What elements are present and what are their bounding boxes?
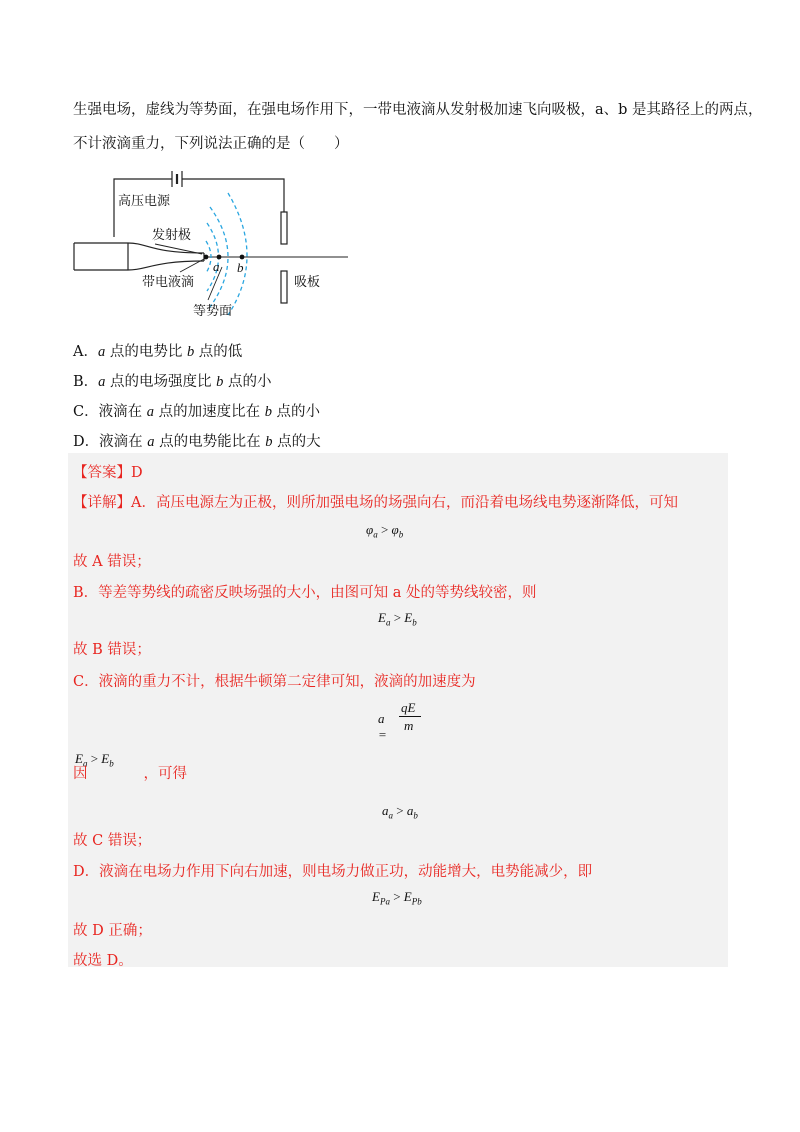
equipotential-lines	[206, 193, 247, 315]
option-d: D．液滴在 a 点的电势能比在 b 点的大	[73, 434, 321, 450]
equipotential-label: 等势面	[193, 304, 233, 319]
option-b: B．a 点的电场强度比 b 点的小	[73, 374, 272, 390]
inline-equation-field: $E_a > E_b$	[75, 751, 114, 769]
detail-line-d: D．液滴在电场力作用下向右加速，则电场力做正功，动能增大，电势能减少，即	[73, 864, 593, 880]
emitter-label: 发射极	[152, 228, 192, 243]
detail-line-c: C．液滴的重力不计，根据牛顿第二定律可知，液滴的加速度为	[73, 674, 476, 690]
absorber-label: 吸板	[294, 275, 321, 290]
physics-diagram	[70, 165, 350, 320]
absorber-plate-lower	[281, 271, 287, 303]
point-b-dot	[240, 255, 245, 260]
result-a: 故 A 错误；	[73, 554, 151, 570]
absorber-plate-upper	[281, 212, 287, 244]
droplet-label: 带电液滴	[142, 275, 195, 290]
equation-phi: $\varphi_a > \varphi_b$	[366, 522, 404, 540]
result-b: 故 B 错误；	[73, 642, 151, 658]
detail-line-a: 【详解】A．高压电源左为正极，则所加强电场的场强向右，而沿着电场线电势逐渐降低，可知	[73, 495, 678, 511]
point-b-label: b	[237, 260, 244, 275]
power-supply-label: 高压电源	[118, 194, 171, 209]
option-c: C．液滴在 a 点的加速度比在 b 点的小	[73, 404, 321, 420]
final-choice: 故选 D。	[73, 953, 133, 969]
answer-label: 【答案】D	[73, 465, 143, 481]
result-d: 故 D 正确；	[73, 923, 152, 939]
document-page: 生强电场，虚线为等势面，在强电场作用下，一带电液滴从发射极加速飞向吸极，a、b 是其路径上的两点， 不计液滴重力，下列说法正确的是（ ） 高压电源 发射极 带电液滴 等势面 吸板 a b A．a 点的电势比 b 点的低 B．a 点的电场强度比 b 点的小 C．液滴在 a 点的加速度比在 b 点的小 D．液滴在 a 点的电势能比在 b 点的大 【答案】D 【详解】A．高压电源左为正极，则所加强电场的场强向右，而沿着电场线电势逐渐降低，可知 $\varphi_a > \varphi_b$ 故 A 错误； B．等差等势线的疏密反映场强的大小，由图可知 a 处的等势线较密，则 $E_a > E_b$ 故 B 错误； C．液滴的重力不计，根据牛顿第二定律可知，液滴的加速度为 a = qE m $E_a > E_b$ 因 ，可得 $a_a > a_b$ 故 C 错误； D．液滴在电场力作用下向右加速，则电场力做正功，动能增大，电势能减少，即 $E_{Pa} > E_{Pb}$ 故 D 正确； 故选 D。	[0, 0, 800, 1132]
because-line: 因 ，可得	[73, 766, 187, 782]
detail-line-b: B．等差等势线的疏密反映场强的大小，由图可知 a 处的等势线较密，则	[73, 585, 537, 601]
point-a-label: a	[213, 259, 220, 274]
equation-field-strength: $E_a > E_b$	[378, 610, 417, 628]
result-c: 故 C 错误；	[73, 833, 152, 849]
question-line-1: 生强电场，虚线为等势面，在强电场作用下，一带电液滴从发射极加速飞向吸极，a、b 是其路径上的两点，	[73, 102, 763, 118]
circuit-wire-right	[182, 179, 284, 212]
equation-potential-energy: $E_{Pa} > E_{Pb}$	[372, 889, 422, 907]
option-a: A．a 点的电势比 b 点的低	[73, 344, 243, 360]
question-line-2: 不计液滴重力，下列说法正确的是（ ）	[73, 136, 349, 152]
equation-acc-compare: $a_a > a_b$	[382, 803, 418, 821]
